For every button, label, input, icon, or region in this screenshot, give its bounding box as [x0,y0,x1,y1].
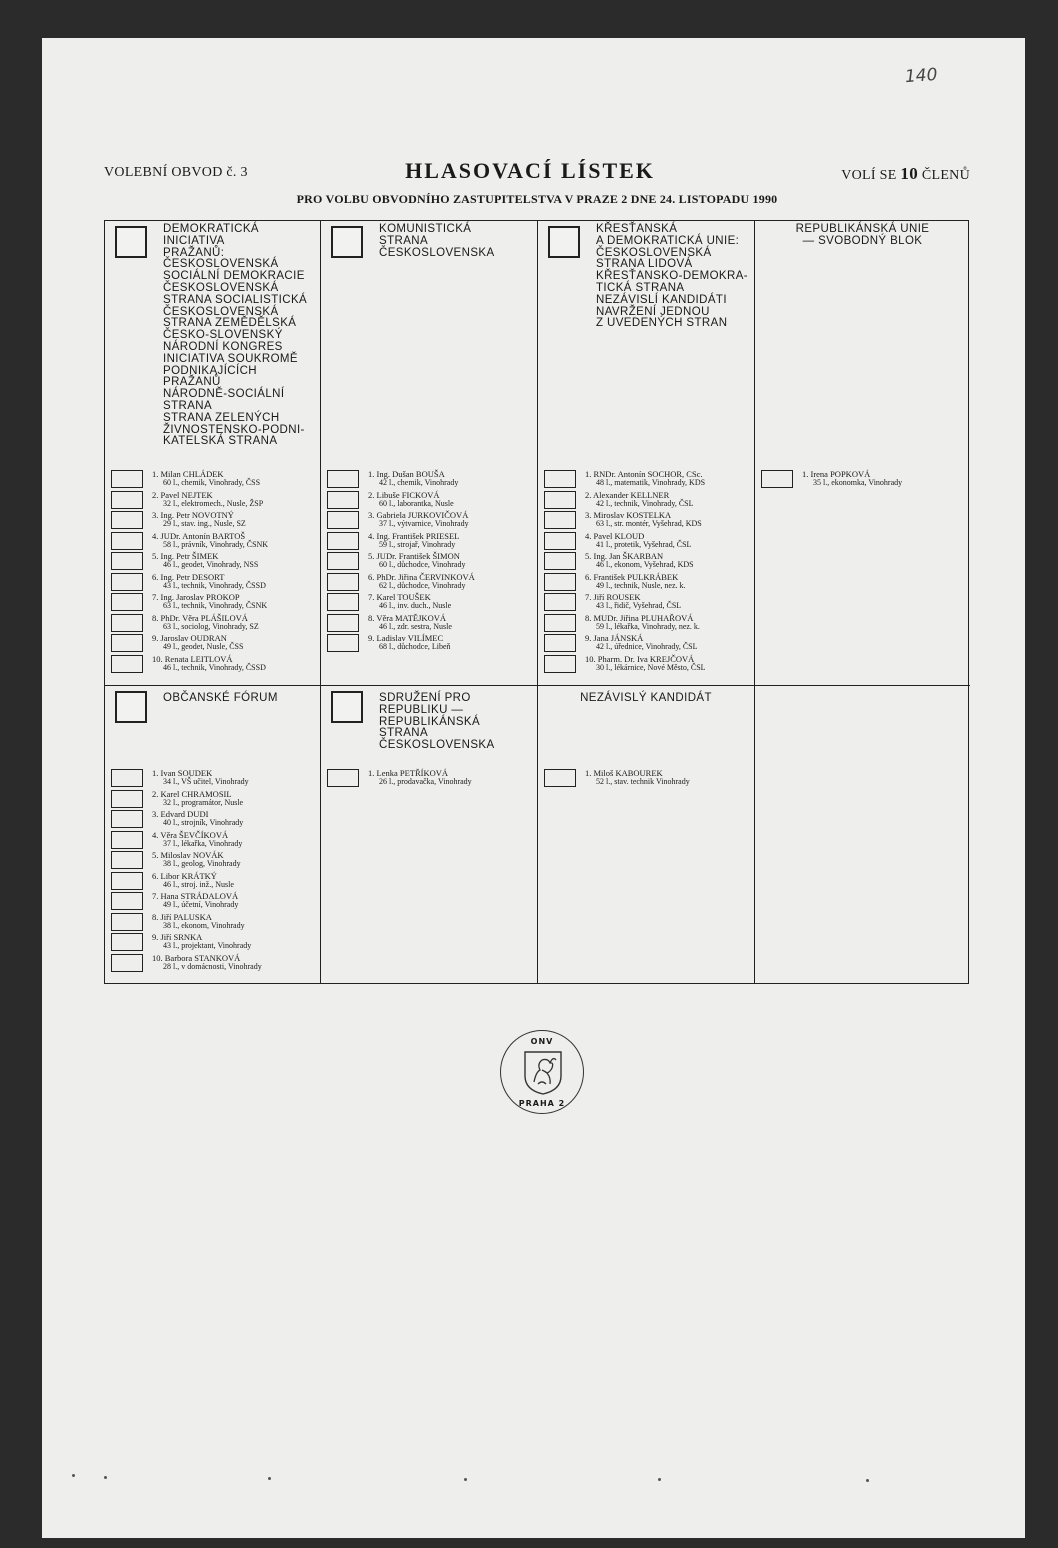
candidate-name: 6. PhDr. Jiřina ČERVINKOVÁ [368,571,475,582]
party-name-line: INICIATIVA [163,234,225,247]
party-cell [105,221,321,686]
candidate-row [111,551,315,571]
candidate-name: 9. Jana JÁNSKÁ [585,633,644,643]
candidate-row [327,768,532,788]
party-name-line: STRANA ZEMĚDĚLSKÁ [163,317,297,330]
candidate-checkbox[interactable] [111,470,143,488]
candidate-info: 46 l., geodet, Vinohrady, NSS [163,560,259,569]
ballot-subtitle: PRO VOLBU OBVODNÍHO ZASTUPITELSTVA V PRAZE 2 DNE 24. LISTOPADU 1990 [296,192,778,206]
candidate-name: 9. Jiří SRNKA [152,932,203,942]
candidate-row [544,654,749,674]
candidate-name: 5. Ing. Petr ŠIMEK [152,551,219,561]
candidate-info: 49 l., účetní, Vinohrady [163,900,239,909]
party-name-line: REPUBLIKU — [379,703,464,716]
candidate-info: 59 l., lékařka, Vinohrady, nez. k. [596,621,700,631]
candidate-checkbox[interactable] [544,593,576,611]
party-name-line: ČESKOSLOVENSKÁ [596,246,712,259]
candidate-name: 4. Pavel KLOUD [585,530,645,541]
candidate-info: 43 l., projektant, Vinohrady [163,941,252,950]
party-name [755,224,970,248]
candidate-name: 2. Alexander KELLNER [585,489,670,500]
party-name-line: Z UVEDENÝCH STRAN [596,317,728,330]
candidate-row [544,768,749,788]
party-name-line: ČESKO-SLOVENSKÝ [163,329,283,342]
candidate-checkbox[interactable] [327,532,359,550]
candidate-checkbox[interactable] [111,655,143,673]
candidate-info: 46 l., inv. duch., Nusle [379,601,452,610]
candidate-name: 2. Libuše FICKOVÁ [368,489,440,500]
party-name-line: KŘESŤANSKO-DEMOKRA- [596,270,749,283]
candidate-checkbox[interactable] [111,790,143,808]
candidate-name: 4. JUDr. Antonín BARTOŠ [152,530,246,541]
candidate-checkbox[interactable] [327,614,359,632]
candidate-checkbox[interactable] [327,511,359,529]
scan-dot [72,1474,75,1477]
candidate-name: 10. Renata LEITLOVÁ [152,653,233,664]
candidate-info: 29 l., stav. ing., Nusle, SZ [163,519,246,528]
candidate-name: 5. Miloslav NOVÁK [152,850,224,860]
party-name [163,693,278,705]
electoral-district: VOLEBNÍ OBVOD č. 3 [104,165,248,180]
candidate-row [111,592,315,612]
candidate-row [111,953,315,973]
candidate-name: 2. Karel CHRAMOSIL [152,788,232,799]
candidate-info: 37 l., výtvarnice, Vinohrady [379,519,469,528]
candidate-checkbox[interactable] [111,933,143,951]
party-cell [755,686,970,983]
candidate-checkbox[interactable] [111,511,143,529]
candidate-info: 46 l., stroj. inž., Nusle [163,879,234,889]
candidate-name: 1. Ivan SOUDEK [152,768,213,778]
candidate-row [327,531,532,551]
ballot-grid [104,220,969,984]
candidate-row [327,510,532,530]
candidate-checkbox[interactable] [111,913,143,931]
party-name-line: SOCIÁLNÍ DEMOKRACIE [163,270,305,283]
candidate-name: 3. Edvard DUDI [152,809,209,819]
party-name [596,224,748,330]
seats-info [780,164,970,184]
candidate-info: 34 l., VŠ učitel, Vinohrady [163,777,249,786]
candidate-name: 1. Milan CHLÁDEK [152,469,224,479]
candidate-name: 1. Irena POPKOVÁ [802,469,871,479]
party-name-line: KATELSKÁ STRANA [163,435,278,448]
candidate-row [111,768,315,788]
candidate-name: 8. PhDr. Věra PLÁŠILOVÁ [152,612,248,623]
candidate-name: 7. Hana STRÁDALOVÁ [152,891,239,901]
party-name-line: NEZÁVISLÝ KANDIDÁT [580,692,712,704]
candidate-name: 8. MUDr. Jiřina PLUHAŘOVÁ [585,612,694,623]
candidate-info: 42 l., technik, Vinohrady, ČSL [596,498,694,508]
candidate-row [111,891,315,911]
candidate-name: 1. Lenka PETŘÍKOVÁ [368,768,449,778]
candidate-row [544,551,749,571]
candidate-name: 5. Ing. Jan ŠKARBAN [585,551,664,561]
candidate-row [327,592,532,612]
candidate-name: 6. František PULKRÁBEK [585,571,679,582]
candidate-name: 2. Pavel NEJTEK [152,489,213,500]
candidate-row [327,613,532,633]
candidate-checkbox[interactable] [111,872,143,890]
candidate-info: 63 l., str. montér, Vyšehrad, KDS [596,519,702,528]
stamp-top-text: ONV [530,1037,554,1046]
party-checkbox[interactable] [548,226,580,258]
candidate-checkbox[interactable] [111,769,143,787]
candidate-info: 38 l., geolog, Vinohrady [163,859,241,868]
candidate-row [111,654,315,674]
party-name [379,224,495,259]
candidate-checkbox[interactable] [111,532,143,550]
party-cell [755,221,970,686]
candidate-checkbox[interactable] [111,810,143,828]
party-name-line: NÁRODNĚ-SOCIÁLNÍ [163,388,285,401]
party-cell [321,686,538,983]
candidate-checkbox[interactable] [544,511,576,529]
candidate-row [544,572,749,592]
candidate-row [544,531,749,551]
candidate-checkbox[interactable] [111,552,143,570]
party-name-line: STRANA LIDOVÁ [596,258,693,271]
candidate-row [111,613,315,633]
candidate-info: 38 l., ekonom, Vinohrady [163,920,245,930]
candidate-checkbox[interactable] [111,573,143,591]
candidate-info: 30 l., lékárnice, Nové Město, ČSL [596,662,706,672]
scan-dot [464,1478,467,1481]
candidate-name: 8. Jiří PALUSKA [152,911,212,922]
candidate-row [111,830,315,850]
candidate-checkbox[interactable] [327,470,359,488]
candidate-info: 59 l., strojař, Vinohrady [379,539,456,549]
candidate-name: 9. Jaroslav OUDRAN [152,633,227,643]
candidate-row [111,932,315,952]
candidate-checkbox[interactable] [111,614,143,632]
candidate-info: 43 l., technik, Vinohrady, ČSSD [163,580,266,590]
candidate-info: 42 l., chemik, Vinohrady [379,478,459,487]
candidate-checkbox[interactable] [111,892,143,910]
scan-dot [104,1476,107,1479]
party-name-line: TICKÁ STRANA [596,281,685,294]
lion-emblem-icon [520,1048,566,1096]
candidate-row [111,809,315,829]
candidate-name: 4. Věra ŠEVČÍKOVÁ [152,829,229,840]
party-name-line: A DEMOKRATICKÁ UNIE: [596,234,740,247]
candidate-name: 10. Pharm. Dr. Iva KREJČOVÁ [585,653,695,664]
party-cell [321,221,538,686]
candidate-name: 9. Ladislav VILÍMEC [368,633,444,643]
candidate-row [544,510,749,530]
candidate-name: 1. Ing. Dušan BOUŠA [368,469,445,479]
party-cell [538,221,755,686]
candidate-checkbox[interactable] [111,593,143,611]
candidate-name: 3. Ing. Petr NOVOTNÝ [152,510,234,520]
candidate-info: 68 l., důchodce, Libeň [379,642,451,651]
candidate-info: 32 l., elektromech., Nusle, ŽSP [163,498,264,508]
candidate-row [111,850,315,870]
handwritten-page-number: 140 [904,64,939,88]
ballot-title: HLASOVACÍ LÍSTEK [405,158,655,183]
party-name-line: ČESKOSLOVENSKÁ [163,258,279,271]
candidate-checkbox[interactable] [111,954,143,972]
party-name-line: ŽIVNOSTENSKO-PODNI- [163,423,305,436]
candidate-name: 1. Miloš KABOUREK [585,768,663,778]
candidate-row [544,490,749,510]
candidate-checkbox[interactable] [544,491,576,509]
candidate-info: 46 l., zdr. sestra, Nusle [379,621,452,631]
candidate-row [327,551,532,571]
scan-dot [268,1477,271,1480]
party-name-line: INICIATIVA SOUKROMĚ [163,352,298,365]
candidate-checkbox[interactable] [327,552,359,570]
party-name-line: REPUBLIKÁNSKÁ [379,715,481,728]
party-checkbox[interactable] [115,226,147,258]
candidate-checkbox[interactable] [327,593,359,611]
party-name-line: STRANA [379,234,429,247]
candidate-checkbox[interactable] [544,552,576,570]
party-name-line: ČESKOSLOVENSKA [379,739,495,752]
candidate-info: 63 l., sociolog, Vinohrady, SZ [163,621,259,631]
candidate-row [327,490,532,510]
scan-dot [866,1479,869,1482]
candidate-info: 46 l., technik, Vinohrady, ČSSD [163,662,266,672]
candidate-checkbox[interactable] [544,769,576,787]
candidate-row [111,912,315,932]
candidate-info: 52 l., stav. technik Vinohrady [596,777,690,786]
candidate-row [111,510,315,530]
candidate-checkbox[interactable] [544,614,576,632]
onv-stamp [500,1030,584,1114]
candidate-checkbox[interactable] [111,851,143,869]
candidate-checkbox[interactable] [327,491,359,509]
candidate-row [111,789,315,809]
candidate-name: 3. Miroslav KOSTELKA [585,510,672,520]
candidate-info: 32 l., programátor, Nusle [163,797,244,807]
party-name-line: REPUBLIKÁNSKÁ UNIE [795,223,930,235]
candidate-checkbox[interactable] [111,491,143,509]
party-cell [105,686,321,983]
candidate-row [111,633,315,653]
candidate-row [327,469,532,489]
candidate-checkbox[interactable] [111,634,143,652]
candidate-info: 49 l., geodet, Nusle, ČSS [163,642,244,651]
candidate-name: 3. Gabriela JURKOVIČOVÁ [368,510,469,520]
candidate-name: 7. Karel TOUŠEK [368,592,431,602]
party-name-line: NÁRODNÍ KONGRES [163,340,283,353]
candidate-row [544,613,749,633]
candidate-row [111,531,315,551]
candidate-info: 48 l., matematik, Vinohrady, KDS [596,478,706,487]
candidate-row [544,633,749,653]
candidate-info: 41 l., protetik, Vyšehrad, ČSL [596,539,692,549]
candidate-info: 46 l., ekonom, Vyšehrad, KDS [596,560,694,569]
candidate-row [111,490,315,510]
candidate-checkbox[interactable] [761,470,793,488]
candidate-info: 43 l., řidič, Vyšehrad, ČSL [596,601,682,610]
party-name-line: KOMUNISTICKÁ [379,223,472,235]
candidate-row [761,469,964,489]
party-name-line: — SVOBODNÝ BLOK [802,234,923,247]
scan-dot [658,1478,661,1481]
party-name-line: PODNIKAJÍCÍCH [163,364,258,377]
party-name-line: KŘESŤANSKÁ [596,223,678,235]
candidate-row [111,871,315,891]
party-checkbox[interactable] [331,226,363,258]
party-name-line: PRAŽANŮ [163,376,221,389]
party-name-line: STRANA [163,399,213,412]
party-cell [538,686,755,983]
candidate-info: 62 l., důchodce, Vinohrady [379,580,466,590]
candidate-row [327,633,532,653]
candidate-info: 26 l., prodavačka, Vinohrady [379,777,472,786]
candidate-name: 4. Ing. František PRIESEL [368,530,460,541]
candidate-row [327,572,532,592]
candidate-info: 28 l., v domácnosti, Vinohrady [163,961,262,971]
seats-count: 10 [900,164,919,183]
party-name [538,693,754,705]
candidate-info: 49 l., technik, Nusle, nez. k. [596,580,686,590]
candidate-name: 6. Libor KRÁTKÝ [152,870,217,881]
candidate-row [544,469,749,489]
party-name [379,693,495,752]
party-name-line: PRAŽANŮ: [163,246,225,259]
party-name-line: STRANA [379,727,429,740]
party-name-line: STRANA ZELENÝCH [163,411,280,424]
party-checkbox[interactable] [115,691,147,723]
candidate-name: 7. Jiří ROUSEK [585,592,641,602]
candidate-row [111,572,315,592]
candidate-checkbox[interactable] [327,634,359,652]
party-name-line: SDRUŽENÍ PRO [379,692,471,704]
candidate-info: 63 l., technik, Vinohrady, ČSNK [163,601,268,610]
candidate-row [111,469,315,489]
party-name-line: ČESKOSLOVENSKÁ [163,281,279,294]
candidate-name: 5. JUDr. František ŠIMON [368,551,460,561]
candidate-checkbox[interactable] [544,532,576,550]
candidate-info: 58 l., právník, Vinohrady, ČSNK [163,539,269,549]
party-name-line: OBČANSKÉ FÓRUM [163,692,278,704]
candidate-info: 37 l., lékařka, Vinohrady [163,838,243,848]
seats-prefix: VOLÍ SE [841,168,897,183]
candidate-checkbox[interactable] [327,573,359,591]
party-checkbox[interactable] [331,691,363,723]
candidate-checkbox[interactable] [111,831,143,849]
party-name-line: NAVRŽENÍ JEDNOU [596,305,710,318]
party-name [163,224,307,448]
party-name-line: NEZÁVISLÍ KANDIDÁTI [596,293,727,306]
stamp-bottom-text: PRAHA 2 [518,1099,566,1108]
candidate-info: 40 l., strojník, Vinohrady [163,818,244,827]
seats-suffix: ČLENŮ [921,168,970,183]
candidate-checkbox[interactable] [327,769,359,787]
candidate-info: 35 l., ekonomka, Vinohrady [813,478,903,487]
party-name-line: STRANA SOCIALISTICKÁ [163,293,308,306]
candidate-name: 6. Ing. Petr DESORT [152,571,225,582]
candidate-name: 1. RNDr. Antonín SOCHOR, CSc. [585,469,703,479]
candidate-info: 60 l., laborantka, Nusle [379,498,454,508]
candidate-checkbox[interactable] [544,573,576,591]
candidate-row [544,592,749,612]
candidate-checkbox[interactable] [544,470,576,488]
candidate-name: 10. Barbora STANKOVÁ [152,952,241,963]
candidate-checkbox[interactable] [544,655,576,673]
candidate-info: 60 l., důchodce, Vinohrady [379,560,466,569]
candidate-info: 60 l., chemik, Vinohrady, ČSS [163,478,261,487]
party-name-line: ČESKOSLOVENSKÁ [163,305,279,318]
party-name-line: DEMOKRATICKÁ [163,223,259,235]
candidate-checkbox[interactable] [544,634,576,652]
candidate-name: 7. Ing. Jaroslav PROKOP [152,592,240,602]
party-name-line: ČESKOSLOVENSKA [379,246,495,259]
candidate-info: 42 l., úřednice, Vinohrady, ČSL [596,642,698,651]
candidate-name: 8. Věra MATĚJKOVÁ [368,612,446,623]
